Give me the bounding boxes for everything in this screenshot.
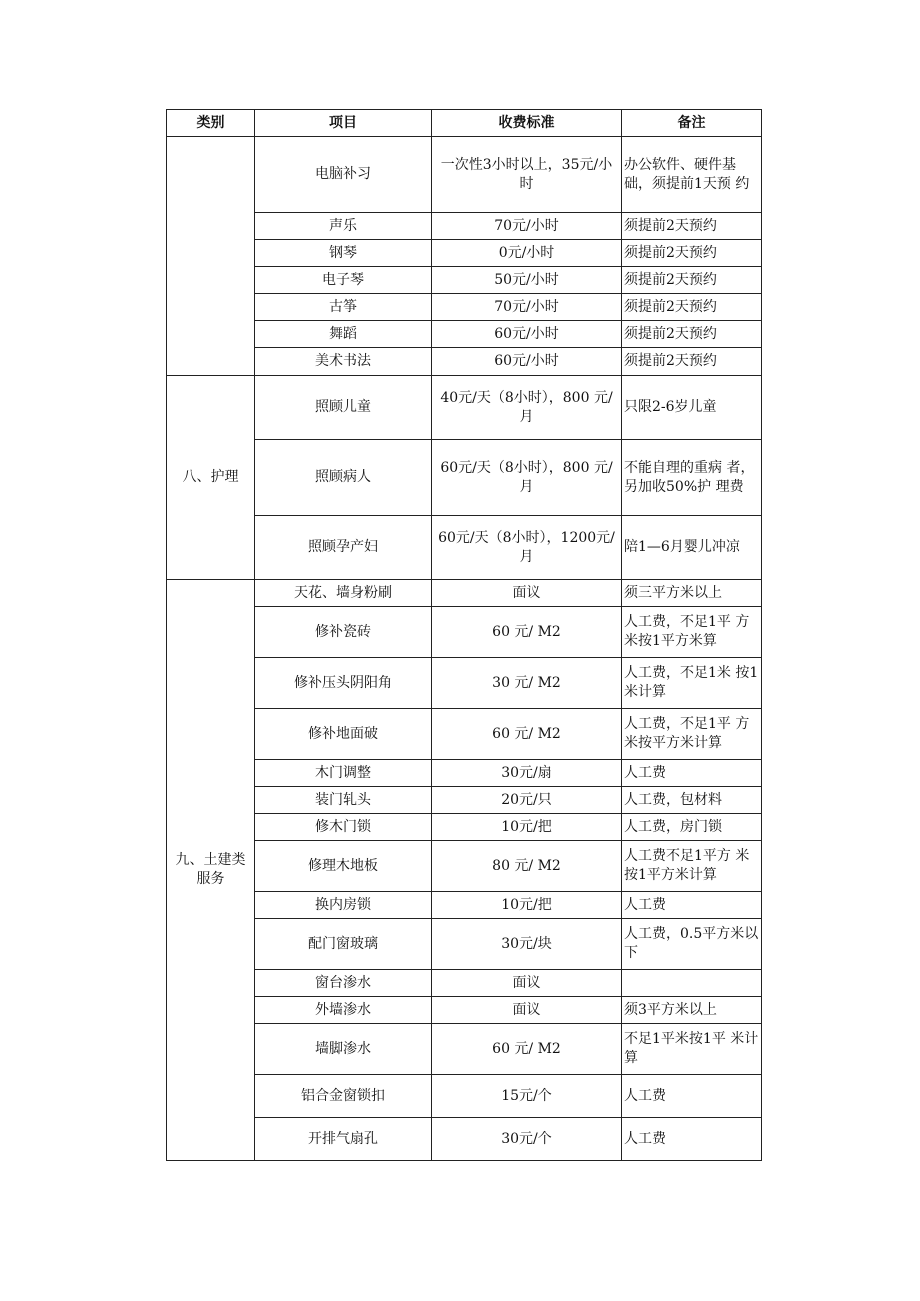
note-cell: 人工费不足1平方 米按1平方米计算 <box>622 841 762 892</box>
item-cell: 换内房锁 <box>255 892 432 919</box>
item-cell: 天花、墙身粉刷 <box>255 580 432 607</box>
item-cell: 电子琴 <box>255 267 432 294</box>
table-row <box>167 997 762 1024</box>
table-row <box>167 709 762 760</box>
price-cell: 面议 <box>432 997 622 1024</box>
item-cell: 修补地面破 <box>255 709 432 760</box>
item-cell: 修补压头阴阳角 <box>255 658 432 709</box>
note-cell: 人工费 <box>622 1075 762 1118</box>
note-cell: 人工费，不足1平 方米按平方米计算 <box>622 709 762 760</box>
item-cell: 墙脚渗水 <box>255 1024 432 1075</box>
price-cell: 30 元/ M2 <box>432 658 622 709</box>
header-category: 类别 <box>167 110 255 137</box>
price-cell: 一次性3小时以上，35元/小时 <box>432 137 622 213</box>
category-cell: 九、土建类服务 <box>167 580 255 1161</box>
table-row <box>167 376 762 440</box>
item-cell: 照顾病人 <box>255 440 432 516</box>
price-cell: 20元/只 <box>432 787 622 814</box>
note-cell: 不足1平米按1平 米计算 <box>622 1024 762 1075</box>
note-cell: 人工费 <box>622 760 762 787</box>
category-cell <box>167 137 255 376</box>
item-cell: 声乐 <box>255 213 432 240</box>
price-cell: 50元/小时 <box>432 267 622 294</box>
note-cell: 只限2-6岁儿童 <box>622 376 762 440</box>
table-row <box>167 1024 762 1075</box>
note-cell: 须提前2天预约 <box>622 348 762 376</box>
note-cell: 须提前2天预约 <box>622 213 762 240</box>
item-cell: 铝合金窗锁扣 <box>255 1075 432 1118</box>
price-cell: 面议 <box>432 970 622 997</box>
price-cell: 60 元/ M2 <box>432 1024 622 1075</box>
note-cell: 人工费，不足1平 方米按1平方米算 <box>622 607 762 658</box>
price-cell: 10元/把 <box>432 892 622 919</box>
item-cell: 古筝 <box>255 294 432 321</box>
price-cell: 面议 <box>432 580 622 607</box>
price-cell: 70元/小时 <box>432 294 622 321</box>
table-row <box>167 240 762 267</box>
item-cell: 电脑补习 <box>255 137 432 213</box>
note-cell: 人工费，0.5平方米以下 <box>622 919 762 970</box>
table-row <box>167 348 762 376</box>
table-row <box>167 213 762 240</box>
note-cell: 须三平方米以上 <box>622 580 762 607</box>
item-cell: 木门调整 <box>255 760 432 787</box>
table-row <box>167 580 762 607</box>
note-cell: 办公软件、硬件基础，须提前1天预 约 <box>622 137 762 213</box>
note-cell: 人工费 <box>622 1118 762 1161</box>
item-cell: 配门窗玻璃 <box>255 919 432 970</box>
price-cell: 70元/小时 <box>432 213 622 240</box>
item-cell: 修木门锁 <box>255 814 432 841</box>
header-row <box>167 110 762 137</box>
item-cell: 美术书法 <box>255 348 432 376</box>
note-cell: 须提前2天预约 <box>622 321 762 348</box>
table-row <box>167 760 762 787</box>
header-note: 备注 <box>622 110 762 137</box>
price-cell: 30元/扇 <box>432 760 622 787</box>
table-row <box>167 516 762 580</box>
item-cell: 修理木地板 <box>255 841 432 892</box>
table-row <box>167 787 762 814</box>
item-cell: 钢琴 <box>255 240 432 267</box>
price-cell: 60 元/ M2 <box>432 607 622 658</box>
price-cell: 40元/天（8小时），800 元/月 <box>432 376 622 440</box>
note-cell: 人工费，包材料 <box>622 787 762 814</box>
item-cell: 窗台渗水 <box>255 970 432 997</box>
table-row <box>167 267 762 294</box>
item-cell: 修补瓷砖 <box>255 607 432 658</box>
item-cell: 开排气扇孔 <box>255 1118 432 1161</box>
note-cell <box>622 970 762 997</box>
note-cell: 陪1—6月婴儿冲凉 <box>622 516 762 580</box>
table-row <box>167 892 762 919</box>
fee-table <box>166 109 762 1161</box>
note-cell: 人工费，房门锁 <box>622 814 762 841</box>
table-row <box>167 970 762 997</box>
price-cell: 0元/小时 <box>432 240 622 267</box>
header-item: 项目 <box>255 110 432 137</box>
item-cell: 照顾儿童 <box>255 376 432 440</box>
table-body <box>167 137 762 1161</box>
price-cell: 60元/天（8小时），800 元/月 <box>432 440 622 516</box>
table-row <box>167 919 762 970</box>
item-cell: 外墙渗水 <box>255 997 432 1024</box>
note-cell: 不能自理的重病 者，另加收50%护 理费 <box>622 440 762 516</box>
price-cell: 30元/个 <box>432 1118 622 1161</box>
item-cell: 装门轧头 <box>255 787 432 814</box>
table-row <box>167 1075 762 1118</box>
price-cell: 60元/小时 <box>432 348 622 376</box>
table-row <box>167 137 762 213</box>
table-row <box>167 658 762 709</box>
table-row <box>167 841 762 892</box>
header-price: 收费标准 <box>432 110 622 137</box>
note-cell: 人工费 <box>622 892 762 919</box>
note-cell: 须提前2天预约 <box>622 294 762 321</box>
table-row <box>167 814 762 841</box>
category-cell: 八、护理 <box>167 376 255 580</box>
price-cell: 10元/把 <box>432 814 622 841</box>
price-cell: 60元/小时 <box>432 321 622 348</box>
item-cell: 照顾孕产妇 <box>255 516 432 580</box>
note-cell: 人工费，不足1米 按1米计算 <box>622 658 762 709</box>
table-row <box>167 321 762 348</box>
price-cell: 80 元/ M2 <box>432 841 622 892</box>
table-row <box>167 294 762 321</box>
note-cell: 须3平方米以上 <box>622 997 762 1024</box>
table-row <box>167 440 762 516</box>
price-cell: 15元/个 <box>432 1075 622 1118</box>
note-cell: 须提前2天预约 <box>622 240 762 267</box>
table-row <box>167 1118 762 1161</box>
price-cell: 60 元/ M2 <box>432 709 622 760</box>
table-row <box>167 607 762 658</box>
price-cell: 30元/块 <box>432 919 622 970</box>
price-cell: 60元/天（8小时），1200元/月 <box>432 516 622 580</box>
note-cell: 须提前2天预约 <box>622 267 762 294</box>
item-cell: 舞蹈 <box>255 321 432 348</box>
